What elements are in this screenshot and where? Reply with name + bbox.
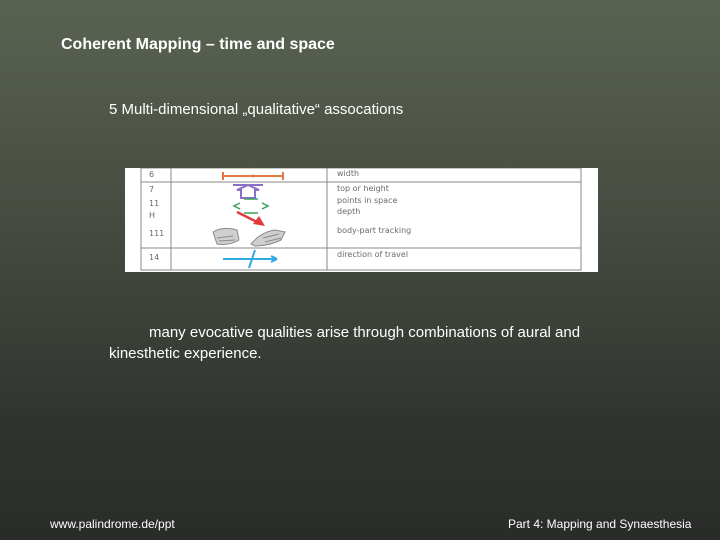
qualitative-associations-figure <box>125 168 598 272</box>
row-label: body-part tracking <box>337 226 412 235</box>
footer-url: www.palindrome.de/ppt <box>50 517 175 531</box>
row-label: width <box>337 169 360 178</box>
point-five: 5 Multi-dimensional „qualitative“ assocations <box>109 101 404 118</box>
depth-arrow-icon <box>237 212 265 226</box>
row-number: 11 <box>149 199 160 208</box>
figure-table <box>125 168 598 272</box>
width-arrow-icon <box>223 172 283 180</box>
hands-icon <box>213 228 285 246</box>
description-text: many evocative qualities arise through combinations of aural and kinesthetic experience. <box>109 324 581 362</box>
row-number: 111 <box>149 229 165 238</box>
row-label: top or height <box>337 184 389 193</box>
slide-title: Coherent Mapping – time and space <box>61 36 335 53</box>
row-label: points in space <box>337 196 398 205</box>
height-arrow-icon <box>233 185 263 198</box>
direction-cross-icon <box>223 250 277 268</box>
row-number: 7 <box>149 185 155 194</box>
row-label: direction of travel <box>337 250 409 259</box>
row-label: depth <box>337 207 361 216</box>
footer-section: Part 4: Mapping and Synaesthesia <box>508 517 692 531</box>
row-number: 6 <box>149 170 155 179</box>
row-number: H <box>149 211 156 220</box>
points-in-space-icon <box>234 199 268 213</box>
row-number: 14 <box>149 253 160 262</box>
